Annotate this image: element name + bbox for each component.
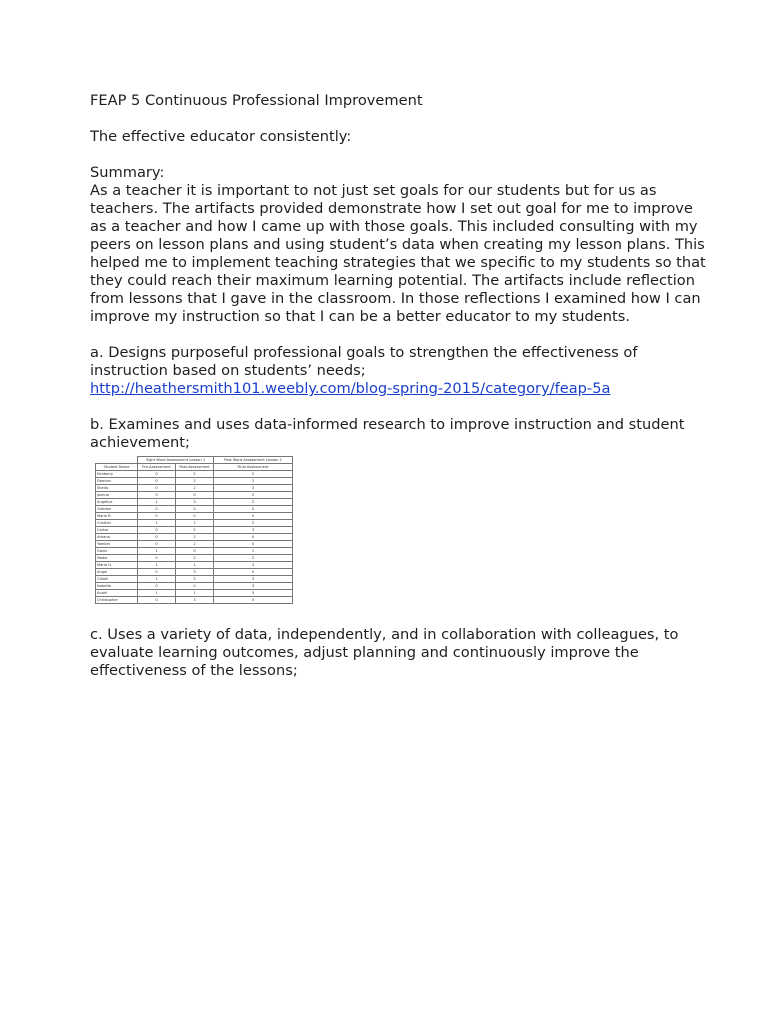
item-a-row: [90, 380, 710, 398]
score-cell: 0: [138, 555, 176, 562]
score-cell: 0: [214, 534, 293, 541]
score-cell: 2: [176, 485, 214, 492]
score-cell: 2: [214, 520, 293, 527]
summary-text: As a teacher it is important to not just set goals for our students but for us as teachers. The artifacts provided demonstrate how I set out goal for me to improve as a teacher and how I came up with those goals. This included consulting with my peers on lesson plans and using student’s data when creating my lesson plans. This helped me to implement teaching strategies that we specific to my students so that they could reach their maximum learning potential. The artifacts include reflection from lessons that I gave in the classroom. In those reflections I examined how I can improve my instruction so that I can be a better educator to my students.: [90, 182, 706, 325]
table-row: [96, 590, 293, 597]
student-name-cell: Arhana: [96, 534, 138, 541]
student-name-cell: Nadia: [96, 555, 138, 562]
student-name-cell: Gavin: [96, 548, 138, 555]
score-cell: 0: [176, 583, 214, 590]
column-header: Post-Assessment: [176, 464, 214, 471]
student-name-cell: Cristhel: [96, 520, 138, 527]
group-header-lesson-2: Post Word Assessment Lesson 2: [214, 457, 293, 464]
assessment-table-image: [95, 456, 292, 604]
score-cell: 2: [176, 541, 214, 548]
score-cell: 1: [138, 576, 176, 583]
table-row: [96, 485, 293, 492]
column-header: Student Name: [96, 464, 138, 471]
student-name-cell: Angelica: [96, 499, 138, 506]
assessment-table: [95, 456, 293, 604]
score-cell: 1: [138, 590, 176, 597]
score-cell: 3: [214, 562, 293, 569]
score-cell: 0: [214, 541, 293, 548]
score-cell: 3: [176, 569, 214, 576]
student-name-cell: Anahi: [96, 590, 138, 597]
student-name-cell: Carlos: [96, 527, 138, 534]
student-name-cell: Greidan: [96, 506, 138, 513]
table-row: [96, 492, 293, 499]
score-cell: 0: [176, 513, 214, 520]
score-cell: 2: [214, 471, 293, 478]
score-cell: 1: [138, 499, 176, 506]
table-row: [96, 478, 293, 485]
score-cell: 1: [214, 548, 293, 555]
table-row: [96, 569, 293, 576]
student-name-cell: Citlalli: [96, 576, 138, 583]
score-cell: 0: [138, 485, 176, 492]
score-cell: 3: [214, 527, 293, 534]
student-name-cell: Isabella: [96, 583, 138, 590]
student-name-cell: Angel: [96, 569, 138, 576]
score-cell: 2: [176, 555, 214, 562]
score-cell: 0: [176, 492, 214, 499]
score-cell: 0: [138, 569, 176, 576]
score-cell: 1: [138, 520, 176, 527]
score-cell: 3: [176, 499, 214, 506]
score-cell: 0: [176, 506, 214, 513]
score-cell: 3: [214, 576, 293, 583]
table-row: [96, 583, 293, 590]
score-cell: 0: [138, 471, 176, 478]
score-cell: 0: [214, 597, 293, 604]
score-cell: 2: [176, 527, 214, 534]
score-cell: 0: [214, 513, 293, 520]
item-b-text: b. Examines and uses data-informed research to improve instruction and student achievement;: [90, 416, 685, 451]
score-cell: 0: [214, 506, 293, 513]
score-cell: 2: [176, 534, 214, 541]
score-cell: 3: [214, 485, 293, 492]
assessment-table-body: [96, 471, 293, 604]
student-name-cell: Maria R.: [96, 513, 138, 520]
score-cell: 0: [138, 527, 176, 534]
score-cell: 2: [176, 471, 214, 478]
table-column-header-row: [96, 464, 293, 471]
table-row: [96, 527, 293, 534]
score-cell: 1: [138, 562, 176, 569]
column-header: Pre-Assessment: [138, 464, 176, 471]
table-row: [96, 506, 293, 513]
score-cell: 1: [138, 548, 176, 555]
score-cell: 3: [214, 590, 293, 597]
score-cell: 0: [214, 569, 293, 576]
table-row: [96, 513, 293, 520]
table-row: [96, 499, 293, 506]
item-a-text: a. Designs purposeful professional goals to strengthen the effectiveness of instruction based on students’ needs;: [90, 344, 638, 379]
table-row: [96, 576, 293, 583]
score-cell: 1: [176, 520, 214, 527]
score-cell: 0: [138, 513, 176, 520]
document-title: FEAP 5 Continuous Professional Improvement: [90, 92, 423, 109]
score-cell: 0: [138, 534, 176, 541]
score-cell: 2: [214, 492, 293, 499]
score-cell: 0: [138, 506, 176, 513]
score-cell: 1: [176, 590, 214, 597]
score-cell: 0: [138, 541, 176, 548]
score-cell: 2: [214, 478, 293, 485]
intro-text: The effective educator consistently:: [90, 128, 352, 145]
student-name-cell: Sheila: [96, 485, 138, 492]
score-cell: 2: [214, 499, 293, 506]
student-name-cell: Damian: [96, 478, 138, 485]
score-cell: 3: [214, 583, 293, 590]
table-row: [96, 597, 293, 604]
score-cell: 0: [176, 548, 214, 555]
score-cell: 0: [138, 583, 176, 590]
document-page: [90, 92, 710, 680]
table-row: [96, 555, 293, 562]
group-header-lesson-1: Sight Word Assessment Lesson 1: [138, 457, 214, 464]
table-row: [96, 548, 293, 555]
column-header: Final Assessment: [214, 464, 293, 471]
table-row: [96, 534, 293, 541]
score-cell: 0: [138, 492, 176, 499]
table-row: [96, 520, 293, 527]
table-group-header-row: [96, 457, 293, 464]
table-row: [96, 562, 293, 569]
student-name-cell: Maria H.: [96, 562, 138, 569]
score-cell: 2: [176, 478, 214, 485]
student-name-cell: Kimberly: [96, 471, 138, 478]
score-cell: 3: [176, 597, 214, 604]
summary-label: Summary:: [90, 164, 165, 181]
student-name-cell: Yamilet: [96, 541, 138, 548]
table-row: [96, 471, 293, 478]
score-cell: 2: [214, 555, 293, 562]
score-cell: 2: [176, 576, 214, 583]
table-row: [96, 541, 293, 548]
item-c-text: c. Uses a variety of data, independently, and in collaboration with colleagues, to evaluate learning outcomes, adjust planning and continuously improve the effectiveness of the lessons;: [90, 626, 679, 679]
score-cell: 0: [138, 478, 176, 485]
feap-5a-link[interactable]: http://heathersmith101.weebly.com/blog-spring-2015/category/feap-5a: [90, 380, 611, 397]
student-name-cell: Joshua: [96, 492, 138, 499]
score-cell: 0: [138, 597, 176, 604]
student-name-cell: Christopher: [96, 597, 138, 604]
score-cell: 1: [176, 562, 214, 569]
